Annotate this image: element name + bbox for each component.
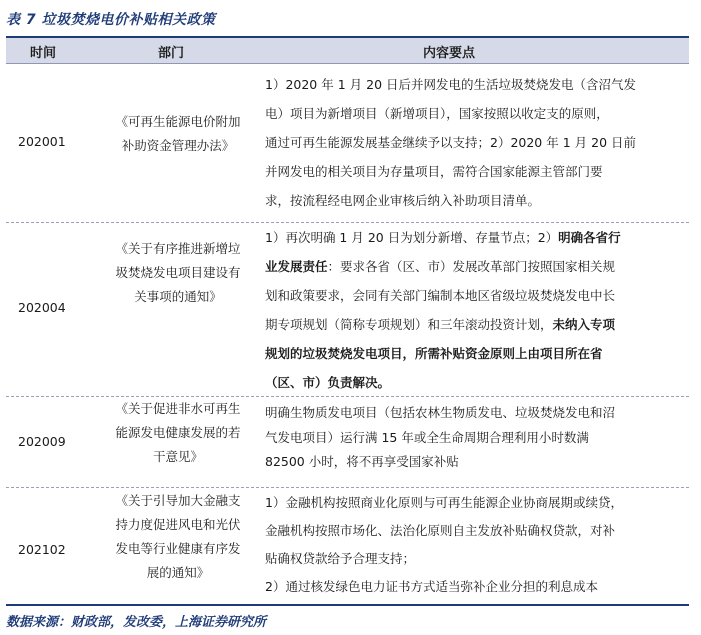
cell-time: 202004 (18, 300, 66, 315)
content-text-bold: （区、市）负责解决。 (265, 375, 391, 390)
data-source: 数据来源：财政部，发改委，上海证券研究所 (6, 615, 267, 630)
cell-department (94, 237, 262, 309)
table-row (6, 488, 689, 602)
table-row (6, 397, 689, 488)
bottom-rule (6, 604, 689, 606)
department-line: 干意见》 (152, 449, 203, 464)
content-line (265, 426, 687, 451)
content-line (265, 368, 687, 397)
header-time: 时间 (30, 46, 57, 61)
content-text: 期专项规划（简称专项规划）和三年滚动投资计划， (265, 317, 553, 332)
department-line: 展的通知》 (146, 565, 210, 580)
department-line: 关事项的通知》 (134, 289, 222, 304)
content-text: 1）金融机构按照商业化原则与可再生能源企业协商展期或续贷， (265, 495, 623, 510)
content-line (265, 489, 687, 517)
cell-department (94, 110, 262, 158)
cell-content (265, 489, 687, 601)
content-line (265, 252, 687, 281)
content-text: ：要求各省（区、市）发展改革部门按照国家相关规 (327, 259, 616, 274)
content-text-bold: 明确各省行 (558, 230, 621, 245)
content-line (265, 223, 687, 252)
content-text: 气发电项目）运行满 15 年或全生命周期合理利用小时数满 (265, 429, 589, 445)
header-dept: 部门 (158, 46, 185, 61)
content-line (265, 517, 687, 545)
content-text-bold: 业发展责任 (265, 259, 328, 274)
content-text: 82500 小时，将不再享受国家补贴 (265, 454, 459, 469)
header-content: 内容要点 (423, 46, 476, 61)
department-line: 圾焚烧发电项目建设有 (115, 265, 241, 280)
table-row (6, 64, 689, 223)
cell-time: 202001 (18, 134, 66, 149)
content-line (265, 99, 687, 128)
cell-department (94, 489, 262, 585)
content-text: 2）通过核发绿色电力证书方式适当弥补企业分担的利息成本 (265, 579, 598, 594)
cell-content (265, 70, 687, 215)
content-text: 电）项目为新增项目（新增项目），国家按照以收定支的原则， (265, 106, 609, 121)
department-line: 《关于引导加大金融支 (115, 493, 241, 508)
department-line: 《可再生能源电价附加 (115, 114, 241, 129)
content-line (265, 186, 687, 215)
content-line (265, 450, 687, 475)
department-line: 持力度促进风电和光伏 (115, 517, 241, 532)
content-line (265, 339, 687, 368)
content-text: 通过可再生能源发展基金继续予以支持；2）2020 年 1 月 20 日前 (265, 135, 636, 150)
cell-time: 202102 (18, 542, 66, 557)
content-text-bold: 规划的垃圾焚烧发电项目，所需补贴资金原则上由项目所在省 (265, 346, 603, 361)
department-line: 发电等行业健康有序发 (115, 541, 241, 556)
content-line (265, 545, 687, 573)
cell-content (265, 401, 687, 475)
content-line (265, 157, 687, 186)
content-text: 求，按流程经电网企业审核后纳入补助项目清单。 (265, 193, 541, 208)
cell-department (94, 397, 262, 469)
department-line: 补助资金管理办法》 (121, 138, 235, 153)
content-line (265, 310, 687, 339)
content-line (265, 573, 687, 601)
department-line: 能源发电健康发展的若 (115, 425, 241, 440)
content-line (265, 70, 687, 99)
cell-content (265, 223, 687, 397)
cell-time: 202009 (18, 434, 66, 449)
content-text: 并网发电的相关项目为存量项目，需符合国家能源主管部门要 (265, 164, 603, 179)
content-text: 明确生物质发电项目（包括农林生物质发电、垃圾焚烧发电和沼 (265, 405, 616, 420)
content-text: 贴确权贷款给予合理支持； (265, 551, 416, 566)
content-line (265, 128, 687, 157)
table-row (6, 223, 689, 397)
content-line (265, 281, 687, 310)
table-caption: 表 7 垃圾焚烧电价补贴相关政策 (6, 12, 216, 28)
content-text-bold: 未纳入专项 (552, 317, 616, 332)
content-text: 1）2020 年 1 月 20 日后并网发电的生活垃圾焚烧发电（含沼气发 (265, 77, 636, 92)
content-text: 划和政策要求，会同有关部门编制本地区省级垃圾焚烧发电中长 (265, 288, 616, 303)
table-header (6, 38, 689, 64)
department-line: 《关于有序推进新增垃 (115, 241, 241, 256)
content-text: 1）再次明确 1 月 20 日为划分新增、存量节点；2） (265, 230, 559, 245)
content-line (265, 401, 687, 426)
content-text: 金融机构按照市场化、法治化原则自主发放补贴确权贷款，对补 (265, 523, 616, 538)
department-line: 《关于促进非水可再生 (115, 401, 241, 416)
